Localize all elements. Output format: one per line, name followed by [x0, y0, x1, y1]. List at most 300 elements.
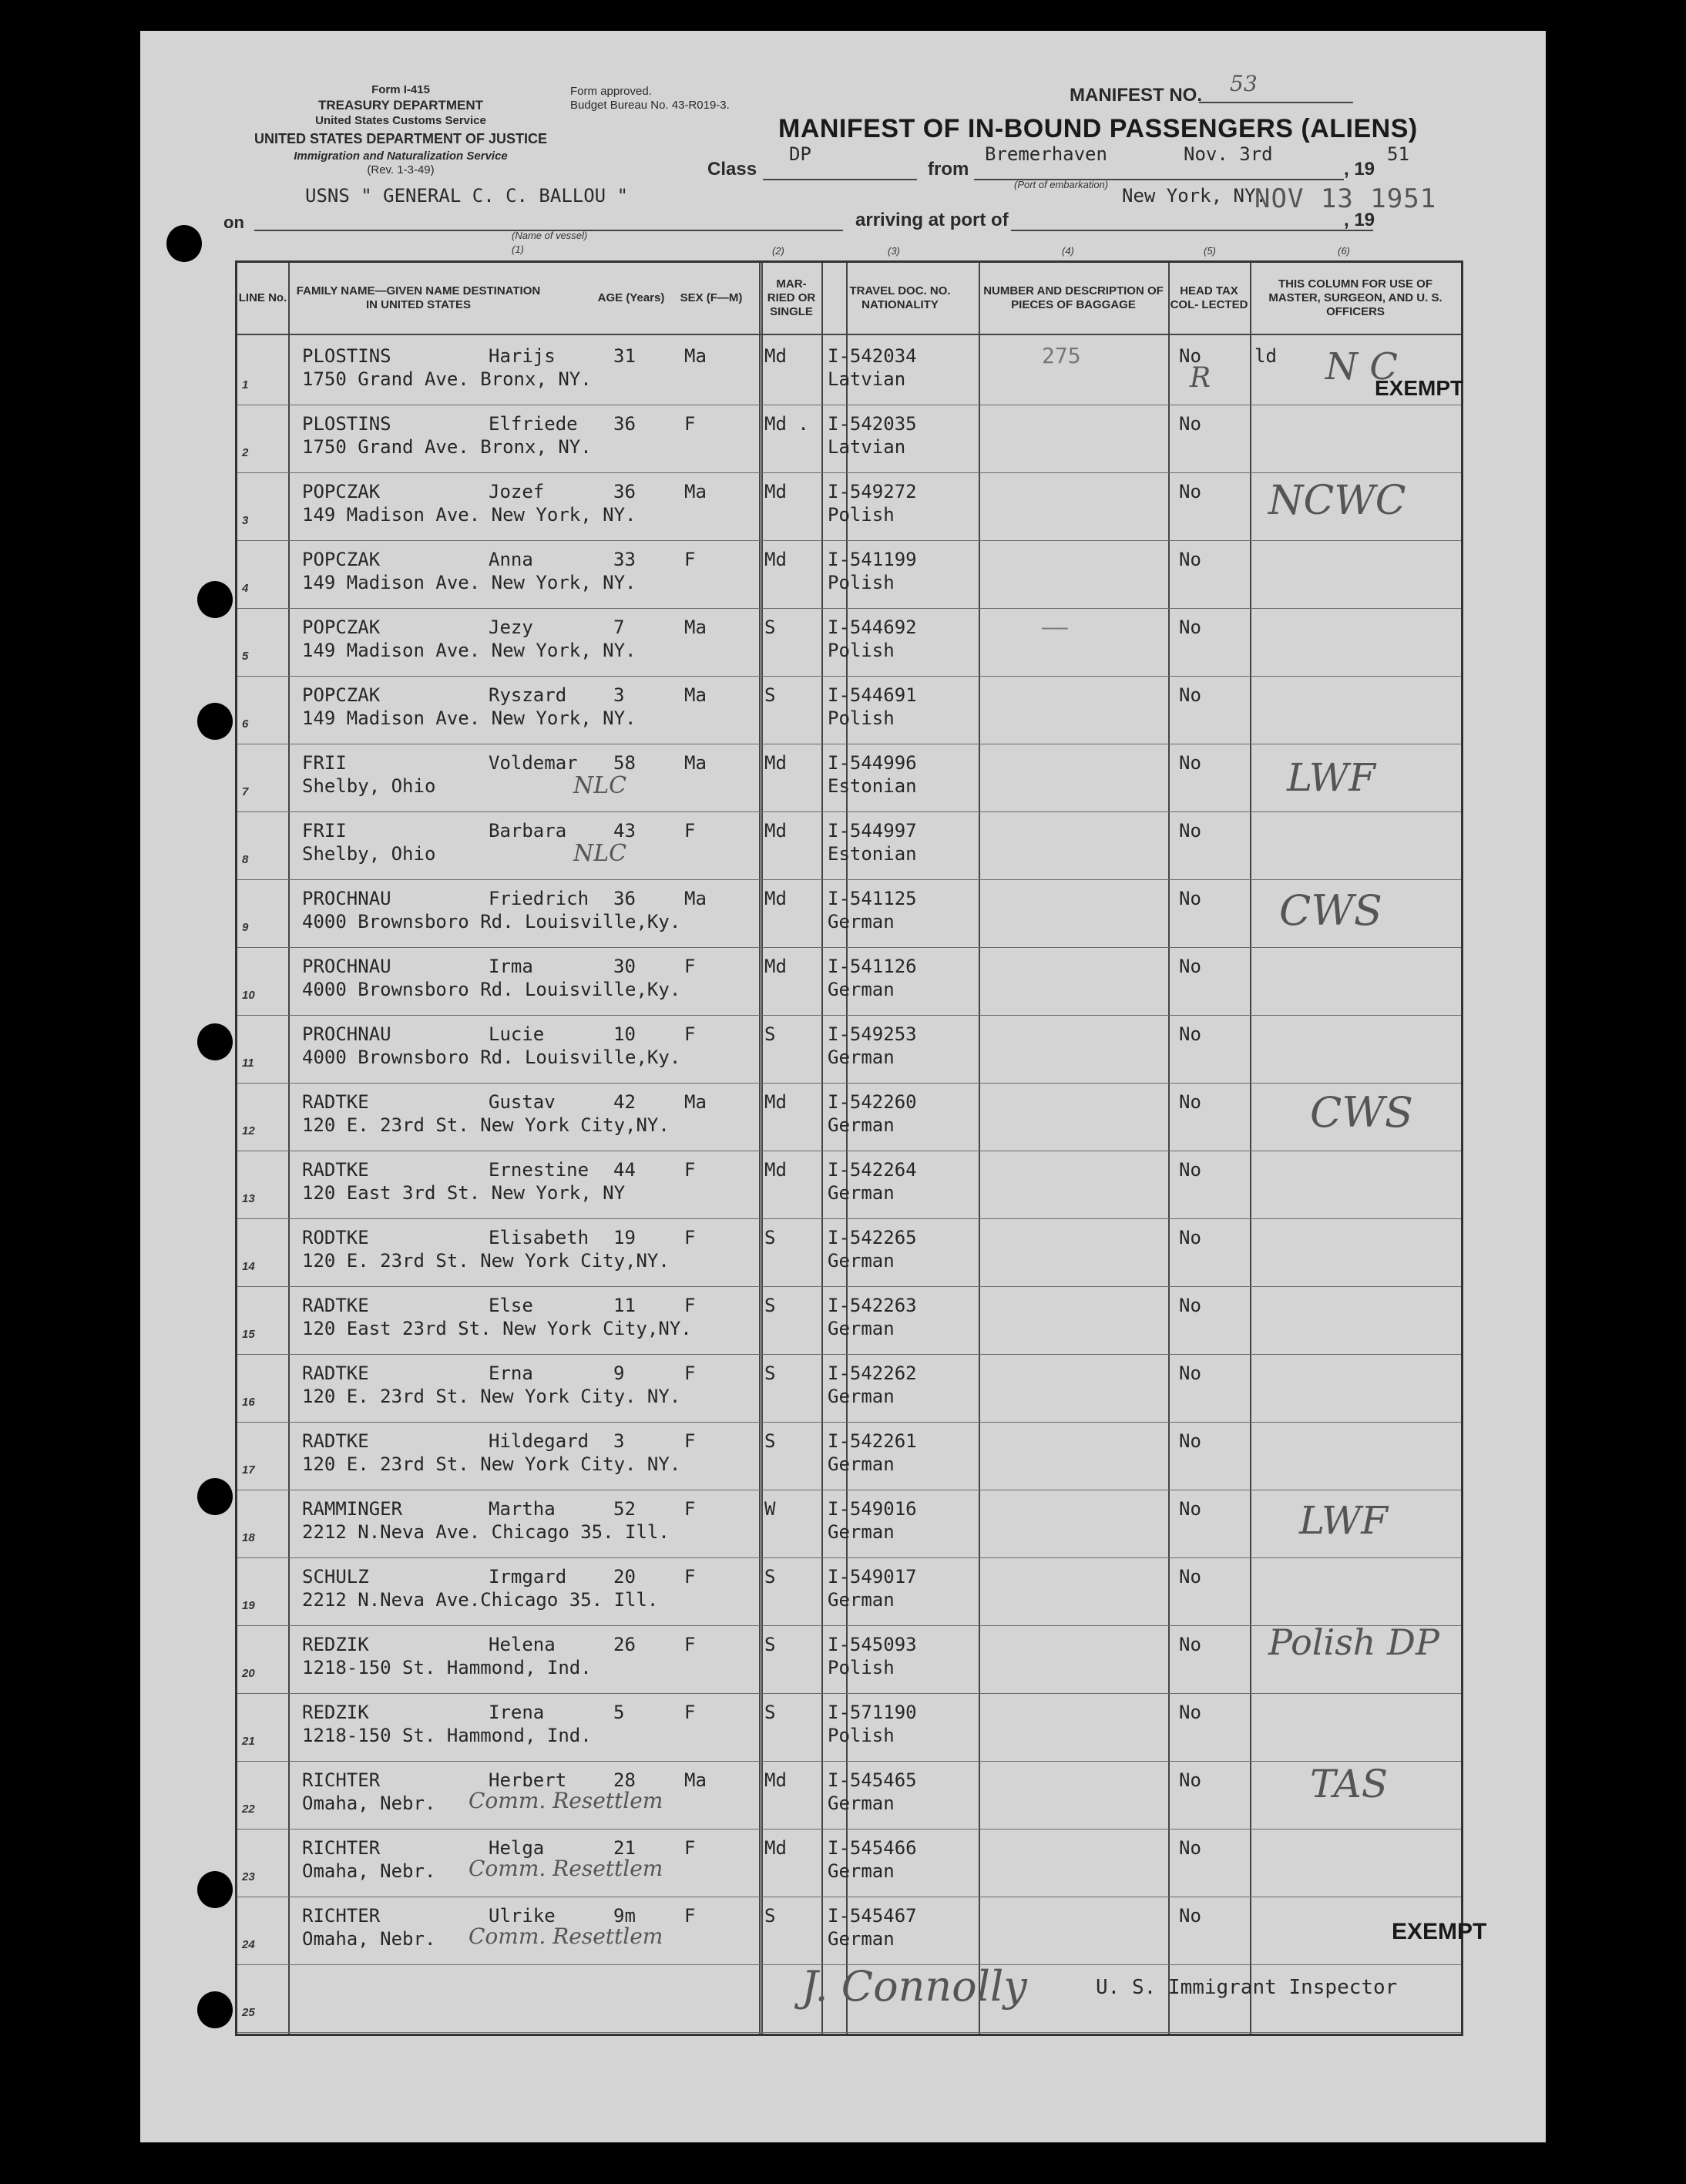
- travel-doc-cell: I-542035: [828, 413, 917, 435]
- marital-cell: S: [764, 1566, 776, 1588]
- sex-cell: F: [684, 1566, 696, 1588]
- table-row: [237, 1354, 1461, 1423]
- annotation-ncwc-1: N C: [1325, 345, 1398, 388]
- travel-doc-cell: I-542261: [828, 1430, 917, 1452]
- given-name: Ryszard: [489, 684, 567, 706]
- destination-cell: 1218-150 St. Hammond, Ind.: [302, 1657, 592, 1678]
- family-name: PLOSTINS: [302, 345, 391, 367]
- family-name: RADTKE: [302, 1295, 369, 1316]
- nationality-cell: German: [828, 1250, 895, 1272]
- sex-cell: Ma: [684, 617, 707, 638]
- travel-doc-cell: I-549253: [828, 1023, 917, 1045]
- line-number: 4: [242, 582, 249, 595]
- officer-note-cell: ld: [1254, 345, 1277, 367]
- head-tax-cell: No: [1179, 549, 1201, 570]
- age-cell: 19: [613, 1227, 636, 1248]
- head-tax-cell: No: [1179, 1566, 1201, 1588]
- travel-doc-cell: I-542034: [828, 345, 917, 367]
- port-embarkation-caption: (Port of embarkation): [1014, 179, 1109, 190]
- nationality-cell: Estonian: [828, 843, 917, 865]
- family-name: PROCHNAU: [302, 888, 391, 909]
- annotation-resettlement-1: Comm. Resettlem: [469, 1788, 663, 1813]
- line-number: 24: [242, 1938, 255, 1951]
- family-name: RADTKE: [302, 1430, 369, 1452]
- header-married: MAR- RIED OR SINGLE: [767, 277, 816, 318]
- head-tax-cell: No: [1179, 413, 1201, 435]
- manifest-no-label: MANIFEST NO.: [1070, 85, 1202, 106]
- annotation-lwf-1: LWF: [1287, 755, 1375, 800]
- age-cell: 42: [613, 1091, 636, 1113]
- arrival-port: New York, NY.: [1122, 185, 1267, 207]
- age-cell: 26: [613, 1634, 636, 1655]
- age-cell: 36: [613, 888, 636, 909]
- destination-cell: 120 E. 23rd St. New York City. NY.: [302, 1386, 681, 1407]
- given-name: Else: [489, 1295, 533, 1316]
- table-row: [237, 1490, 1461, 1558]
- line-number: 3: [242, 514, 249, 527]
- nationality-cell: German: [828, 1318, 895, 1339]
- header-rule: [237, 334, 1461, 335]
- age-cell: 44: [613, 1159, 636, 1181]
- inspector-title: U. S. Immigrant Inspector: [1096, 1976, 1398, 1999]
- marital-cell: Md: [764, 1091, 787, 1113]
- marital-cell: S: [764, 1362, 776, 1384]
- destination-cell: 2212 N.Neva Ave. Chicago 35. Ill.: [302, 1521, 670, 1543]
- family-name: RICHTER: [302, 1905, 381, 1927]
- travel-doc-cell: I-541125: [828, 888, 917, 909]
- form-number: Form I-415: [371, 83, 430, 96]
- sex-cell: F: [684, 1905, 696, 1927]
- destination-cell: Shelby, Ohio: [302, 843, 436, 865]
- line-number: 22: [242, 1803, 255, 1816]
- year-label-1: , 19: [1344, 159, 1375, 180]
- sex-cell: F: [684, 1227, 696, 1248]
- head-tax-cell: No: [1179, 956, 1201, 977]
- annotation-polish-dp: Polish DP: [1268, 1621, 1439, 1663]
- class-line: [763, 179, 917, 180]
- sex-cell: F: [684, 1430, 696, 1452]
- head-tax-cell: No: [1179, 684, 1201, 706]
- table-row: [237, 1829, 1461, 1897]
- line-number: 9: [242, 921, 249, 934]
- nationality-cell: Polish: [828, 640, 895, 661]
- line-number: 12: [242, 1124, 255, 1137]
- line-number: 19: [242, 1599, 255, 1612]
- given-name: Elfriede: [489, 413, 578, 435]
- given-name: Elisabeth: [489, 1227, 589, 1248]
- age-cell: 10: [613, 1023, 636, 1045]
- marital-cell: Md: [764, 752, 787, 774]
- marital-cell: Md: [764, 345, 787, 367]
- line-number: 10: [242, 989, 255, 1002]
- destination-cell: 149 Madison Ave. New York, NY.: [302, 504, 636, 526]
- family-name: RADTKE: [302, 1159, 369, 1181]
- destination-cell: 2212 N.Neva Ave.Chicago 35. Ill.: [302, 1589, 659, 1611]
- col-number-6: (6): [1338, 245, 1350, 257]
- destination-cell: 120 E. 23rd St. New York City,NY.: [302, 1114, 670, 1136]
- from-port: Bremerhaven: [985, 143, 1107, 165]
- header-officers-use: THIS COLUMN FOR USE OF MASTER, SURGEON, AND U. S. OFFICERS: [1268, 277, 1443, 318]
- justice-dept: UNITED STATES DEPARTMENT OF JUSTICE: [254, 131, 547, 146]
- age-cell: 3: [613, 684, 625, 706]
- head-tax-cell: No: [1179, 1634, 1201, 1655]
- form-revision: (Rev. 1-3-49): [367, 163, 435, 176]
- sex-cell: Ma: [684, 1091, 707, 1113]
- line-number: 23: [242, 1870, 255, 1883]
- nationality-cell: Polish: [828, 572, 895, 593]
- marital-cell: Md: [764, 888, 787, 909]
- arrival-line: [1011, 230, 1373, 231]
- annotation-nlc-1: NLC: [573, 772, 627, 799]
- destination-cell: 149 Madison Ave. New York, NY.: [302, 707, 636, 729]
- table-row: [237, 676, 1461, 744]
- travel-doc-cell: I-544996: [828, 752, 917, 774]
- marital-cell: S: [764, 1023, 776, 1045]
- head-tax-cell: No: [1179, 752, 1201, 774]
- header-age: AGE (Years): [597, 291, 665, 304]
- sex-cell: F: [684, 1702, 696, 1723]
- age-cell: 9: [613, 1362, 625, 1384]
- age-cell: 3: [613, 1430, 625, 1452]
- head-tax-cell: No: [1179, 888, 1201, 909]
- family-name: POPCZAK: [302, 481, 381, 502]
- table-row: [237, 1151, 1461, 1219]
- nationality-cell: German: [828, 1182, 895, 1204]
- given-name: Irmgard: [489, 1566, 567, 1588]
- annotation-resettlement-2: Comm. Resettlem: [469, 1856, 663, 1881]
- annotation-cws-1: CWS: [1279, 886, 1382, 935]
- line-number: 25: [242, 2006, 255, 2019]
- travel-doc-cell: I-542262: [828, 1362, 917, 1384]
- destination-cell: Omaha, Nebr.: [302, 1793, 436, 1814]
- punch-hole: [197, 1871, 233, 1908]
- annotation-resettlement-3: Comm. Resettlem: [469, 1924, 663, 1949]
- given-name: Voldemar: [489, 752, 578, 774]
- marital-cell: S: [764, 617, 776, 638]
- family-name: FRII: [302, 820, 347, 842]
- punch-hole: [197, 703, 233, 740]
- age-cell: 43: [613, 820, 636, 842]
- sex-cell: F: [684, 1159, 696, 1181]
- table-row: [237, 947, 1461, 1016]
- destination-cell: 120 East 3rd St. New York, NY: [302, 1182, 626, 1204]
- sex-cell: Ma: [684, 481, 707, 502]
- line-number: 14: [242, 1260, 255, 1273]
- annotation-cws-2: CWS: [1310, 1088, 1413, 1137]
- line-number: 8: [242, 853, 249, 866]
- given-name: Ernestine: [489, 1159, 589, 1181]
- table-row: [237, 1557, 1461, 1626]
- given-name: Gustav: [489, 1091, 556, 1113]
- table-row: [237, 1218, 1461, 1287]
- family-name: RICHTER: [302, 1837, 381, 1859]
- family-name: PROCHNAU: [302, 1023, 391, 1045]
- age-cell: 58: [613, 752, 636, 774]
- annotation-nlc-2: NLC: [573, 840, 627, 867]
- sex-cell: Ma: [684, 684, 707, 706]
- marital-cell: Md: [764, 1837, 787, 1859]
- head-tax-cell: No: [1179, 617, 1201, 638]
- given-name: Erna: [489, 1362, 533, 1384]
- sex-cell: F: [684, 1634, 696, 1655]
- sex-cell: F: [684, 1362, 696, 1384]
- annotation-r: R: [1190, 362, 1211, 394]
- travel-doc-cell: I-544997: [828, 820, 917, 842]
- head-tax-cell: No: [1179, 1498, 1201, 1520]
- year-label-2: , 19: [1344, 210, 1375, 230]
- on-label: on: [223, 213, 244, 232]
- travel-doc-cell: I-542265: [828, 1227, 917, 1248]
- age-cell: 11: [613, 1295, 636, 1316]
- manifest-no-value: 53: [1230, 71, 1258, 96]
- marital-cell: Md: [764, 481, 787, 502]
- travel-doc-cell: I-545465: [828, 1769, 917, 1791]
- given-name: Irma: [489, 956, 533, 977]
- age-cell: 20: [613, 1566, 636, 1588]
- given-name: Helga: [489, 1837, 545, 1859]
- family-name: PROCHNAU: [302, 956, 391, 977]
- nationality-cell: German: [828, 911, 895, 932]
- travel-doc-cell: I-541199: [828, 549, 917, 570]
- sex-cell: F: [684, 956, 696, 977]
- destination-cell: 1750 Grand Ave. Bronx, NY.: [302, 368, 592, 390]
- family-name: POPCZAK: [302, 684, 381, 706]
- nationality-cell: German: [828, 1928, 895, 1950]
- head-tax-cell: No: [1179, 1362, 1201, 1384]
- travel-doc-cell: I-544691: [828, 684, 917, 706]
- given-name: Helena: [489, 1634, 556, 1655]
- family-name: PLOSTINS: [302, 413, 391, 435]
- header-head-tax: HEAD TAX COL- LECTED: [1170, 284, 1248, 311]
- age-cell: 52: [613, 1498, 636, 1520]
- nationality-cell: Polish: [828, 1725, 895, 1746]
- destination-cell: 1750 Grand Ave. Bronx, NY.: [302, 436, 592, 458]
- destination-cell: 149 Madison Ave. New York, NY.: [302, 640, 636, 661]
- line-number: 16: [242, 1396, 255, 1409]
- marital-cell: S: [764, 1702, 776, 1723]
- table-row: [237, 879, 1461, 948]
- marital-cell: S: [764, 684, 776, 706]
- arriving-label: arriving at port of: [855, 210, 1009, 230]
- class-value: DP: [789, 143, 811, 165]
- head-tax-cell: No: [1179, 1227, 1201, 1248]
- head-tax-cell: No: [1179, 1702, 1201, 1723]
- family-name: SCHULZ: [302, 1566, 369, 1588]
- marital-cell: S: [764, 1430, 776, 1452]
- head-tax-cell: No: [1179, 1159, 1201, 1181]
- table-row: [237, 1015, 1461, 1084]
- nationality-cell: Polish: [828, 504, 895, 526]
- nationality-cell: Polish: [828, 1657, 895, 1678]
- ins-service: Immigration and Naturalization Service: [294, 150, 508, 163]
- customs-service: United States Customs Service: [315, 114, 486, 127]
- marital-cell: Md .: [764, 413, 809, 435]
- table-row: [237, 1083, 1461, 1151]
- nationality-cell: German: [828, 1860, 895, 1882]
- nationality-cell: German: [828, 1047, 895, 1068]
- col-number-4: (4): [1062, 245, 1074, 257]
- nationality-cell: German: [828, 1114, 895, 1136]
- punch-hole: [197, 1991, 233, 2028]
- sex-cell: Ma: [684, 888, 707, 909]
- nationality-cell: Polish: [828, 707, 895, 729]
- nationality-cell: German: [828, 979, 895, 1000]
- given-name: Ulrike: [489, 1905, 556, 1927]
- passenger-table: [235, 260, 1463, 2036]
- travel-doc-cell: I-542260: [828, 1091, 917, 1113]
- annotation-ncwc-2: NCWC: [1268, 478, 1406, 524]
- age-cell: 21: [613, 1837, 636, 1859]
- treasury-dept: TREASURY DEPARTMENT: [317, 98, 484, 113]
- arrival-date-stamp: NOV 13 1951: [1254, 183, 1437, 214]
- table-row: [237, 1761, 1461, 1830]
- marital-cell: Md: [764, 820, 787, 842]
- nationality-cell: Latvian: [828, 368, 906, 390]
- punch-hole: [197, 581, 233, 618]
- annotation-tas: TAS: [1310, 1762, 1388, 1806]
- marital-cell: S: [764, 1634, 776, 1655]
- travel-doc-cell: I-541126: [828, 956, 917, 977]
- family-name: REDZIK: [302, 1634, 369, 1655]
- marital-cell: Md: [764, 549, 787, 570]
- family-name: RODTKE: [302, 1227, 369, 1248]
- travel-doc-cell: I-545093: [828, 1634, 917, 1655]
- age-cell: 30: [613, 956, 636, 977]
- annotation-lwf-2: LWF: [1299, 1498, 1388, 1543]
- head-tax-cell: No: [1179, 820, 1201, 842]
- marital-cell: S: [764, 1905, 776, 1927]
- age-cell: 28: [613, 1769, 636, 1791]
- travel-doc-cell: I-545467: [828, 1905, 917, 1927]
- sex-cell: Ma: [684, 1769, 707, 1791]
- table-row: [237, 1286, 1461, 1355]
- head-tax-cell: No: [1179, 1295, 1201, 1316]
- head-tax-cell: No: [1179, 1837, 1201, 1859]
- marital-cell: Md: [764, 1159, 787, 1181]
- line-number: 5: [242, 650, 249, 663]
- given-name: Harijs: [489, 345, 556, 367]
- form-approved: Form approved.: [570, 85, 652, 98]
- vessel-caption: (Name of vessel): [512, 230, 588, 241]
- nationality-cell: German: [828, 1793, 895, 1814]
- given-name: Jozef: [489, 481, 545, 502]
- family-name: RADTKE: [302, 1091, 369, 1113]
- sex-cell: F: [684, 1295, 696, 1316]
- given-name: Hildegard: [489, 1430, 589, 1452]
- given-name: Herbert: [489, 1769, 567, 1791]
- marital-cell: Md: [764, 1769, 787, 1791]
- table-row: [237, 1897, 1461, 1965]
- given-name: Lucie: [489, 1023, 545, 1045]
- travel-doc-cell: I-542263: [828, 1295, 917, 1316]
- punch-hole: [197, 1023, 233, 1060]
- destination-cell: 149 Madison Ave. New York, NY.: [302, 572, 636, 593]
- table-row: [237, 337, 1464, 405]
- given-name: Friedrich: [489, 888, 589, 909]
- given-name: Anna: [489, 549, 533, 570]
- given-name: Jezy: [489, 617, 533, 638]
- head-tax-cell: No: [1179, 1023, 1201, 1045]
- marital-cell: S: [764, 1295, 776, 1316]
- line-number: 18: [242, 1531, 255, 1544]
- punch-hole: [166, 225, 202, 262]
- manifest-title: MANIFEST OF IN-BOUND PASSENGERS (ALIENS): [778, 114, 1418, 143]
- travel-doc-cell: I-571190: [828, 1702, 917, 1723]
- table-row: [237, 405, 1461, 473]
- line-number: 1: [242, 378, 249, 391]
- age-cell: 7: [613, 617, 625, 638]
- travel-doc-cell: I-549016: [828, 1498, 917, 1520]
- departure-date: Nov. 3rd: [1184, 143, 1273, 165]
- head-tax-cell: No: [1179, 1430, 1201, 1452]
- travel-doc-cell: I-542264: [828, 1159, 917, 1181]
- header-travel-doc: TRAVEL DOC. NO. NATIONALITY: [849, 284, 951, 311]
- header-baggage: NUMBER AND DESCRIPTION OF PIECES OF BAGGAGE: [983, 284, 1164, 311]
- line-number: 13: [242, 1192, 255, 1205]
- sex-cell: F: [684, 413, 696, 435]
- punch-hole: [197, 1478, 233, 1515]
- line-number: 17: [242, 1463, 255, 1477]
- budget-bureau: Budget Bureau No. 43-R019-3.: [570, 99, 730, 112]
- given-name: Martha: [489, 1498, 556, 1520]
- destination-cell: 1218-150 St. Hammond, Ind.: [302, 1725, 592, 1746]
- marital-cell: W: [764, 1498, 776, 1520]
- age-cell: 36: [613, 481, 636, 502]
- sex-cell: F: [684, 1837, 696, 1859]
- head-tax-cell: No: [1179, 481, 1201, 502]
- line-number: 20: [242, 1667, 255, 1680]
- nationality-cell: Estonian: [828, 775, 917, 797]
- head-tax-cell: No: [1179, 1769, 1201, 1791]
- sex-cell: F: [684, 1498, 696, 1520]
- nationality-cell: Latvian: [828, 436, 906, 458]
- family-name: RADTKE: [302, 1362, 369, 1384]
- line-number: 11: [242, 1057, 254, 1070]
- nationality-cell: German: [828, 1386, 895, 1407]
- table-row: [237, 608, 1461, 677]
- destination-cell: 120 East 23rd St. New York City,NY.: [302, 1318, 692, 1339]
- nationality-cell: German: [828, 1521, 895, 1543]
- line-number: 2: [242, 446, 249, 459]
- travel-doc-cell: I-549272: [828, 481, 917, 502]
- marital-cell: Md: [764, 956, 787, 977]
- departure-year: 51: [1387, 143, 1409, 165]
- destination-cell: Shelby, Ohio: [302, 775, 436, 797]
- age-cell: 36: [613, 413, 636, 435]
- inspector-signature: J. Connolly: [801, 1962, 1027, 2011]
- sex-cell: F: [684, 820, 696, 842]
- class-label: Class: [707, 159, 757, 180]
- line-number: 15: [242, 1328, 255, 1341]
- head-tax-cell: No: [1179, 1091, 1201, 1113]
- vessel-col-number: (1): [512, 244, 524, 255]
- baggage-cell: 275: [1042, 343, 1081, 368]
- family-name: RAMMINGER: [302, 1498, 403, 1520]
- destination-cell: 4000 Brownsboro Rd. Louisville,Ky.: [302, 1047, 681, 1068]
- family-name: POPCZAK: [302, 549, 381, 570]
- age-cell: 5: [613, 1702, 625, 1723]
- table-row: [237, 744, 1461, 812]
- from-label: from: [928, 159, 969, 180]
- table-row: [237, 1693, 1461, 1762]
- sex-cell: Ma: [684, 752, 707, 774]
- stamp-exempt-bottom: EXEMPT: [1392, 1919, 1487, 1944]
- marital-cell: S: [764, 1227, 776, 1248]
- destination-cell: 120 E. 23rd St. New York City. NY.: [302, 1453, 681, 1475]
- table-row: [237, 811, 1461, 880]
- col-number-3: (3): [888, 245, 900, 257]
- travel-doc-cell: I-544692: [828, 617, 917, 638]
